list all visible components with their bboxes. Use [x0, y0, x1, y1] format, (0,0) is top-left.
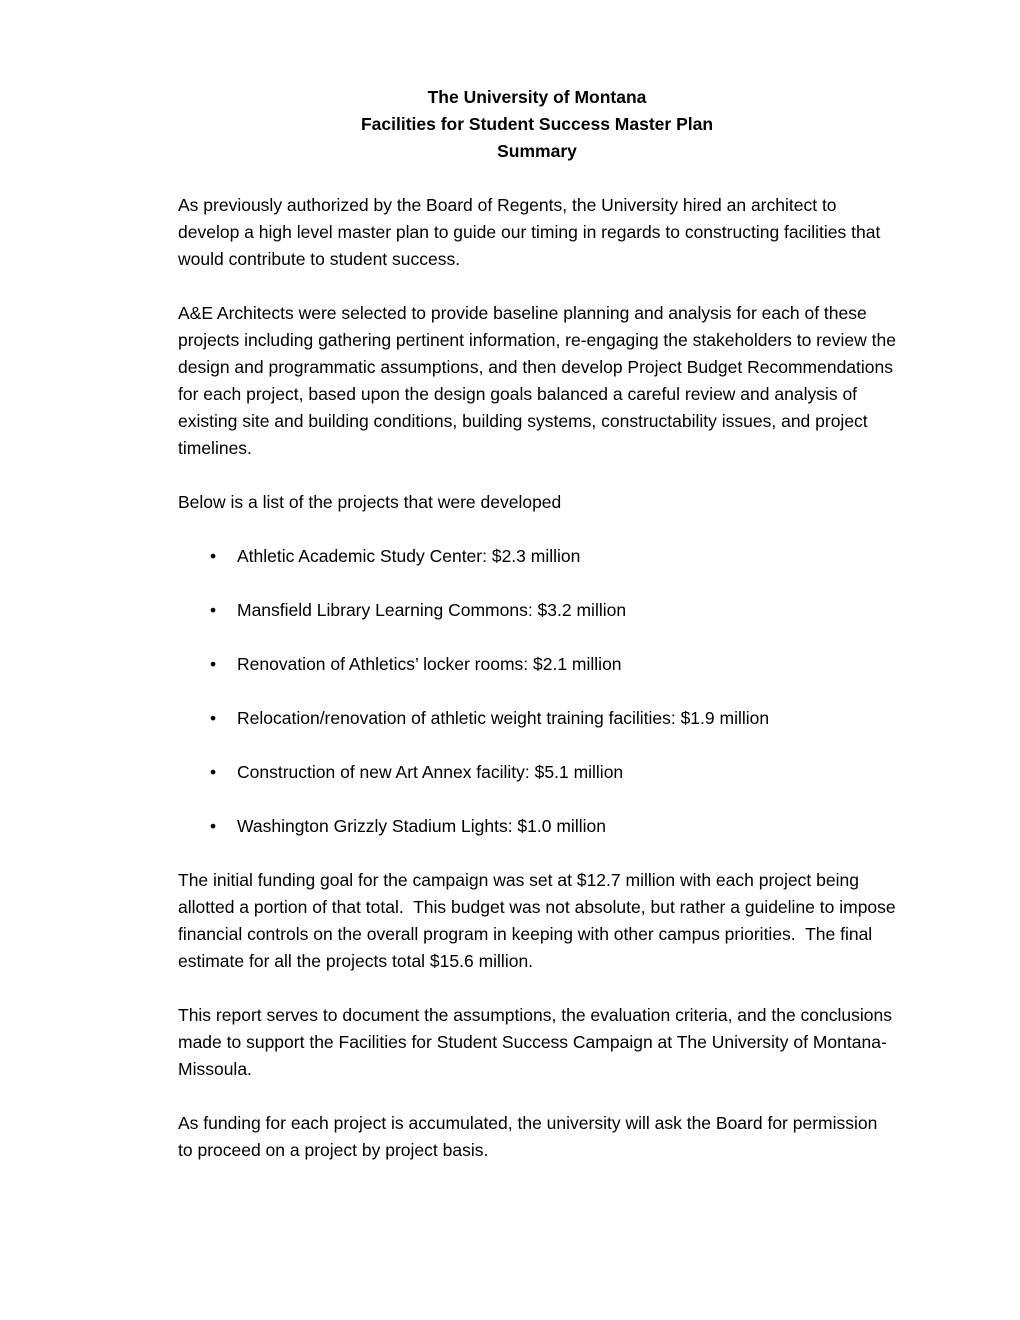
spacer — [178, 462, 896, 489]
list-item-label: Athletic Academic Study Center: $2.3 million — [237, 546, 581, 566]
paragraph-list-lead-in: Below is a list of the projects that were developed — [178, 492, 562, 512]
document-title-block — [178, 84, 896, 165]
project-list — [178, 543, 896, 840]
paragraph-next-steps: As funding for each project is accumulated, the university will ask the Board for permission to proceed on a project by project basis. — [178, 1113, 883, 1160]
bullet-icon: • — [210, 708, 217, 728]
paragraph-intro: As previously authorized by the Board of Regents, the University hired an architect to develop a high level master plan to guide our timing in regards to constructing facilities that would contribute to student success. — [178, 195, 886, 269]
document-body — [178, 84, 901, 1164]
spacer — [178, 1083, 896, 1110]
title-line-section: Summary — [497, 141, 577, 161]
spacer — [178, 975, 896, 1002]
bullet-icon: • — [210, 816, 217, 836]
list-item-label: Mansfield Library Learning Commons: $3.2 million — [237, 600, 627, 620]
spacer — [178, 516, 896, 543]
spacer — [178, 840, 896, 867]
list-item — [178, 813, 896, 840]
paragraph-scope: A&E Architects were selected to provide baseline planning and analysis for each of these projects including gathering pertinent information, re-engaging the stakeholders to review the design and programmatic assumptions, and then develop Project Budget Recommendations for each project, based upon the design goals balanced a careful review and analysis of existing site and building conditions, building systems, constructability issues, and project timelines. — [178, 303, 901, 458]
title-line-plan-name: Facilities for Student Success Master Plan — [360, 114, 714, 134]
list-item — [178, 705, 896, 732]
list-item — [178, 759, 896, 786]
list-item-label: Washington Grizzly Stadium Lights: $1.0 million — [237, 816, 606, 836]
list-item-label: Renovation of Athletics’ locker rooms: $2.1 million — [237, 654, 622, 674]
list-item-label: Relocation/renovation of athletic weight training facilities: $1.9 million — [237, 708, 770, 728]
bullet-icon: • — [210, 654, 217, 674]
bullet-icon: • — [210, 600, 217, 620]
list-item — [178, 651, 896, 678]
title-line-institution: The University of Montana — [427, 87, 647, 107]
list-item — [178, 543, 896, 570]
list-item — [178, 597, 896, 624]
spacer — [178, 273, 896, 300]
bullet-icon: • — [210, 546, 217, 566]
spacer — [178, 165, 896, 192]
bullet-icon: • — [210, 762, 217, 782]
paragraph-purpose: This report serves to document the assumptions, the evaluation criteria, and the conclusions made to support the Facilities for Student Success Campaign at The University of Montana-Missoula. — [178, 1005, 897, 1079]
list-item-label: Construction of new Art Annex facility: $5.1 million — [237, 762, 624, 782]
paragraph-funding: The initial funding goal for the campaign was set at $12.7 million with each project being allotted a portion of that total. This budget was not absolute, but rather a guideline to impose financial controls on the overall program in keeping with other campus priorities. The final estimate for all the projects total $15.6 million. — [178, 870, 901, 971]
